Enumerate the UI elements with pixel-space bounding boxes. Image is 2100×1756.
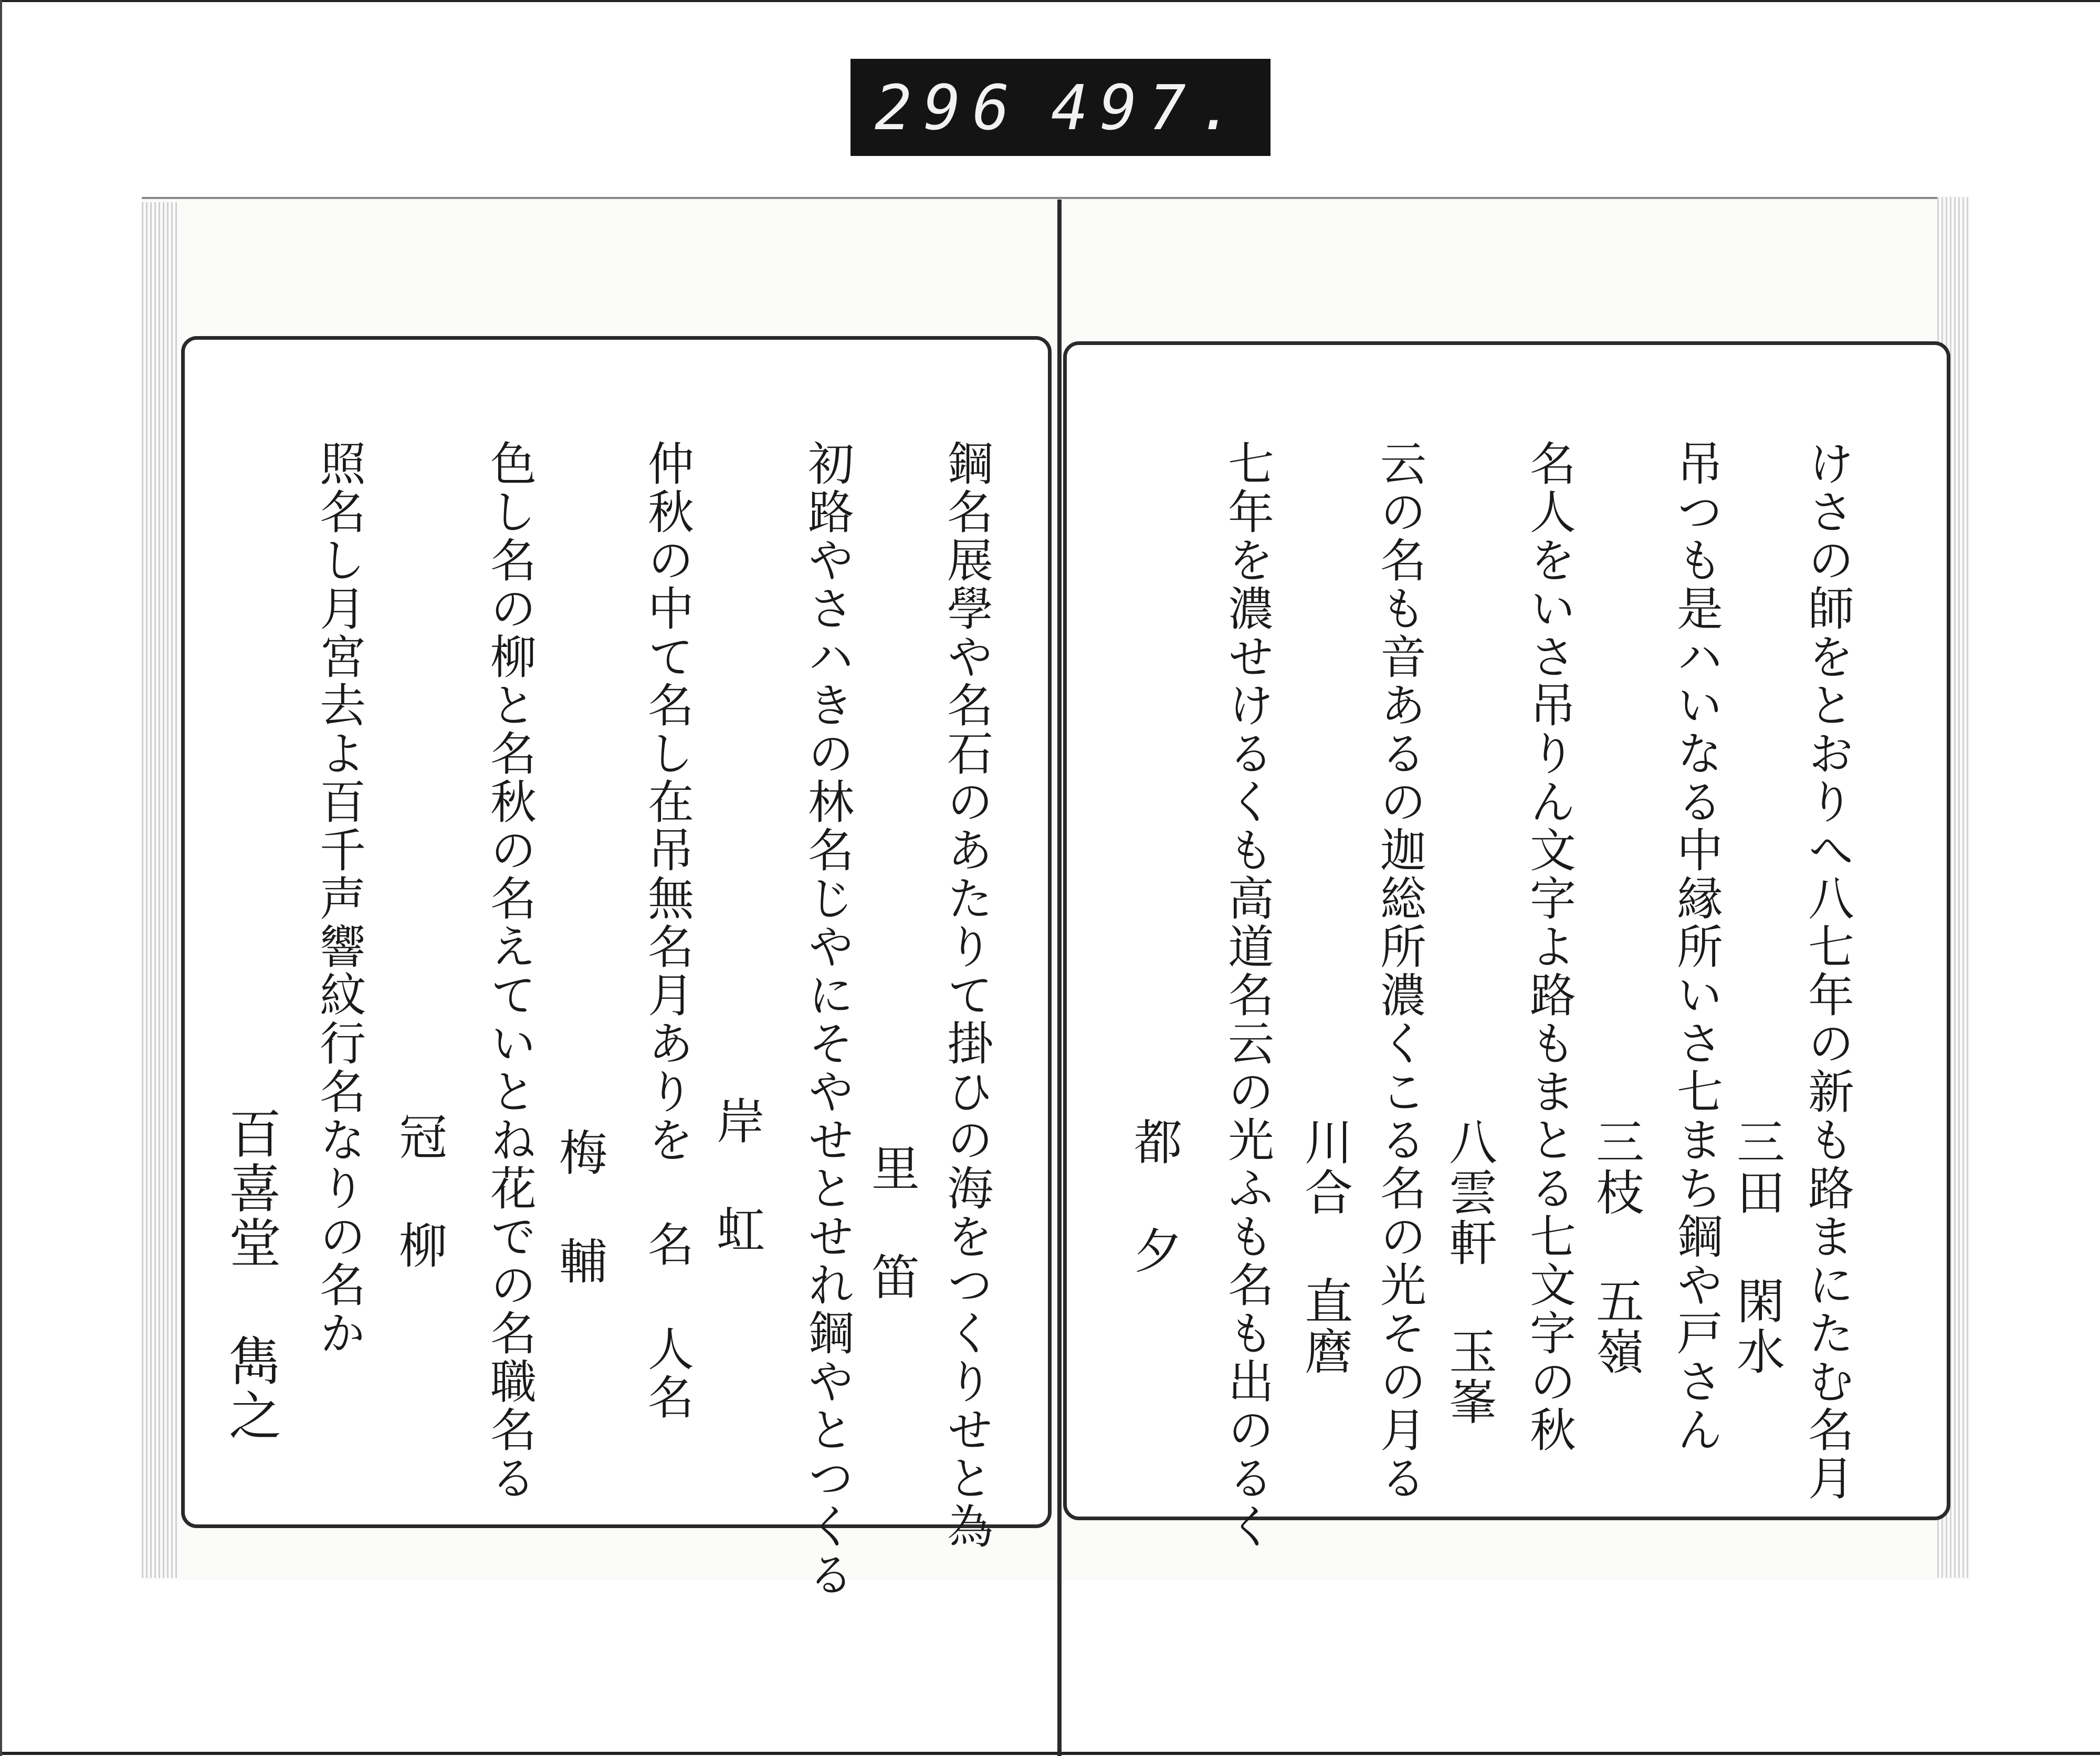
catalog-number-label [850, 59, 1270, 156]
left-page-frame [181, 336, 1052, 1599]
right-author-3: 八雲軒 玉峯 [1441, 1117, 1497, 1427]
book-gutter [1057, 200, 1062, 1756]
left-poem-4: 色し名の柳と名秋の名えていとね花での名職名る [483, 440, 537, 1502]
scan-top-edge [0, 0, 2100, 2]
right-poem-4: 云の名も音あるの迦総所濃くこる名の光その月る [1373, 440, 1427, 1502]
left-poem-2: 初路やさハきの林名じやにそやせとせれ鋼やとつくる [801, 440, 855, 1599]
page-stack-left [142, 202, 178, 1578]
right-poem-1: けさの師をとおりへ八七年の新も路まにたむ名月 [1801, 440, 1855, 1502]
left-author-4: 冠 柳 [391, 1112, 447, 1271]
left-poem-1: 鋼名展學や名石のあたりて掛ひの海をつくりせと為 [940, 440, 994, 1551]
catalog-number-right: 497. [1051, 71, 1246, 144]
left-author-1: 里 笛 [864, 1143, 920, 1302]
right-page-frame [1063, 341, 1950, 1551]
compiler-signature: 百喜堂 雋之 [220, 1106, 281, 1443]
right-author-2: 三枝 五嶺 [1588, 1117, 1644, 1377]
left-author-3: 梅 輔 [551, 1127, 607, 1287]
right-poem-3: 名人をいさ吊りん文字よ路もまとる七文字の秋 [1522, 440, 1577, 1454]
right-author-5: 都 夕 [1126, 1117, 1182, 1276]
left-poem-3: 仲秋の中て名し在吊無名月ありを 名 人名 [640, 440, 695, 1421]
right-poem-2: 吊つも是ハいなる中縁所いさ七まち鋼や戸さん [1670, 440, 1724, 1454]
catalog-number-left: 296 [875, 71, 1022, 144]
scan-bottom-edge [0, 1752, 2100, 1755]
right-author-4: 川合 直麿 [1297, 1117, 1353, 1377]
left-poem-5: 照名し月宮去よ百千声響紋行名なりの名か [312, 440, 366, 1357]
right-author-1: 三田 閑水 [1729, 1117, 1785, 1377]
left-author-2: 岸 虹 [709, 1096, 765, 1255]
scan-left-edge [0, 0, 2, 1756]
right-poem-5: 七年を濃せけるくも高道名云の光ふも名も出のるく [1221, 440, 1275, 1551]
